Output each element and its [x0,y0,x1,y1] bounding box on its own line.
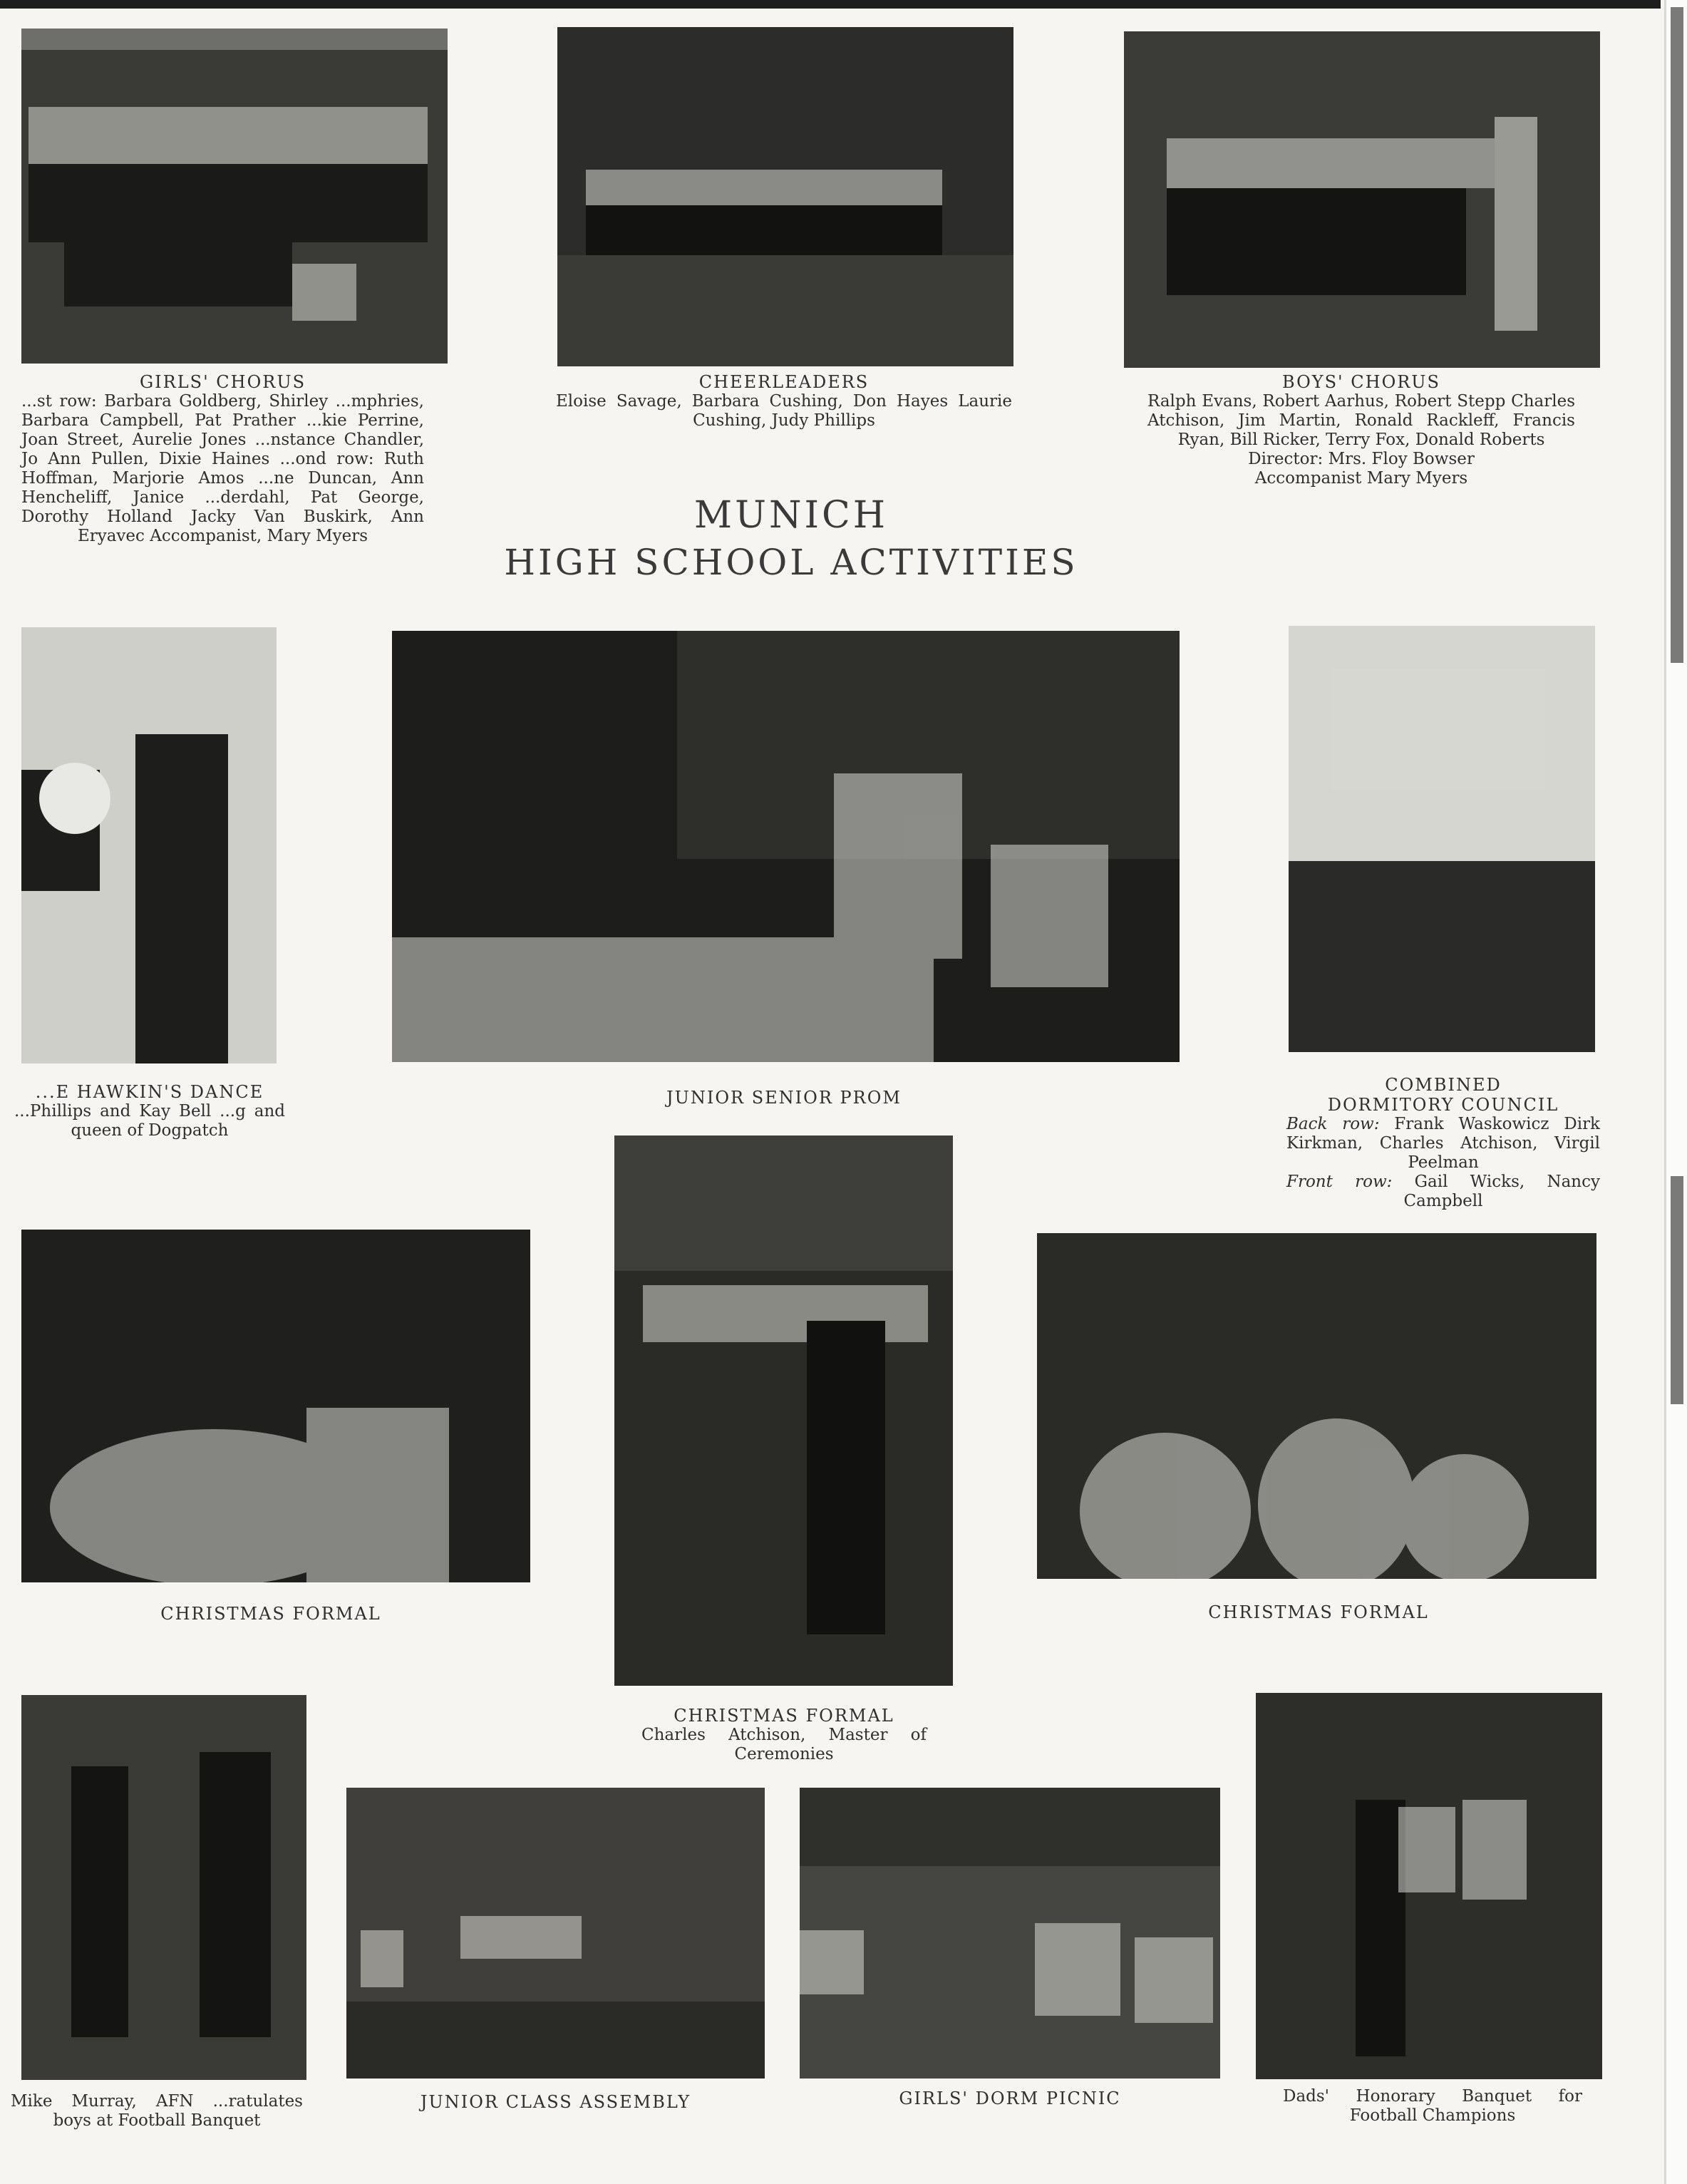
cheerleaders-photo [557,27,1013,366]
dorm-council-title-2: DORMITORY COUNCIL [1327,1095,1559,1115]
boys-chorus-accompanist: Accompanist Mary Myers [1254,469,1468,488]
dorm-council-back-names: Frank Waskowicz Dirk Kirkman, Charles Atchison, Virgil Peelman [1286,1115,1600,1172]
christmas-formal-right-photo [1037,1233,1596,1579]
girls-chorus-caption [21,372,424,546]
christmas-formal-center-title: CHRISTMAS FORMAL [674,1706,894,1726]
headline-line-1: MUNICH [693,494,889,537]
girls-chorus-title: GIRLS' CHORUS [139,372,306,392]
dorm-council-front-names: Gail Wicks, Nancy Campbell [1403,1173,1600,1210]
christmas-formal-right-title: CHRISTMAS FORMAL [1208,1602,1429,1622]
christmas-formal-left-photo [21,1230,530,1582]
facing-page-edge [1664,0,1687,2184]
christmas-formal-right-caption [1105,1602,1532,1622]
boys-chorus-photo [1124,31,1600,368]
hawkins-dance-caption [14,1082,285,1140]
girls-chorus-photo [21,29,448,364]
top-border [0,0,1661,9]
girls-dorm-picnic-title: GIRLS' DORM PICNIC [899,2088,1121,2108]
hawkins-dance-title: ...E HAWKIN'S DANCE [35,1082,264,1102]
afn-banquet-photo [21,1695,306,2080]
afn-banquet-caption [11,2092,303,2131]
junior-class-assembly-caption [346,2092,765,2112]
dads-banquet-body: Dads' Honorary Banquet for Football Champions [1283,2087,1582,2125]
headline-line-2: HIGH SCHOOL ACTIVITIES [504,542,1078,583]
hawkins-dance-photo [21,627,277,1063]
girls-dorm-picnic-photo [800,1788,1220,2079]
girls-chorus-names: ...st row: Barbara Goldberg, Shirley ...mphries, Barbara Campbell, Pat Prather ...kie Perrine, Joan Street, Aurelie Jones ...nstance Chandler, Jo Ann Pullen, Dixie Haines ...ond row: Ruth Hoffman, Marjorie Amos ...ne Duncan, Ann Hencheliff, Janice ...derdahl, Pat George, Dorothy Holland Jacky Van Buskirk, Ann Eryavec Accompanist, Mary Myers [21,392,424,545]
boys-chorus-names: Ralph Evans, Robert Aarhus, Robert Stepp Charles Atchison, Jim Martin, Ronald Rackleff, Francis Ryan, Bill Ricker, Terry Fox, Donald Roberts [1147,392,1575,449]
cheerleaders-names: Eloise Savage, Barbara Cushing, Don Hayes Laurie Cushing, Judy Phillips [556,392,1012,430]
junior-class-assembly-title: JUNIOR CLASS ASSEMBLY [420,2092,691,2112]
christmas-formal-left-title: CHRISTMAS FORMAL [160,1604,381,1624]
dormitory-council-photo [1289,626,1595,1052]
prom-title: JUNIOR SENIOR PROM [666,1088,902,1108]
dorm-council-title-1: COMBINED [1385,1075,1502,1095]
dorm-council-back-label: Back row: [1286,1115,1380,1133]
afn-banquet-body: Mike Murray, AFN ...ratulates boys at Football Banquet [11,2092,303,2130]
cheerleaders-caption [556,372,1012,431]
christmas-formal-center-caption [641,1706,927,1764]
junior-class-assembly-photo [346,1788,765,2079]
dads-banquet-photo [1256,1693,1602,2079]
christmas-formal-center-body: Charles Atchison, Master of Ceremonies [641,1726,927,1763]
hawkins-dance-names: ...Phillips and Kay Bell ...g and queen of Dogpatch [14,1102,285,1140]
boys-chorus-director: Director: Mrs. Floy Bowser [1248,450,1475,468]
junior-senior-prom-photo [392,631,1180,1062]
prom-caption [570,1088,998,1108]
christmas-formal-center-photo [614,1135,953,1686]
dorm-council-front-label: Front row: [1286,1173,1393,1191]
dads-banquet-caption [1283,2087,1582,2126]
page-title [485,492,1098,586]
girls-dorm-picnic-caption [800,2088,1220,2108]
boys-chorus-title: BOYS' CHORUS [1282,372,1440,392]
cheerleaders-title: CHEERLEADERS [698,372,870,392]
christmas-formal-left-caption [71,1604,470,1624]
dormitory-council-caption [1286,1075,1600,1211]
boys-chorus-caption [1147,372,1575,488]
